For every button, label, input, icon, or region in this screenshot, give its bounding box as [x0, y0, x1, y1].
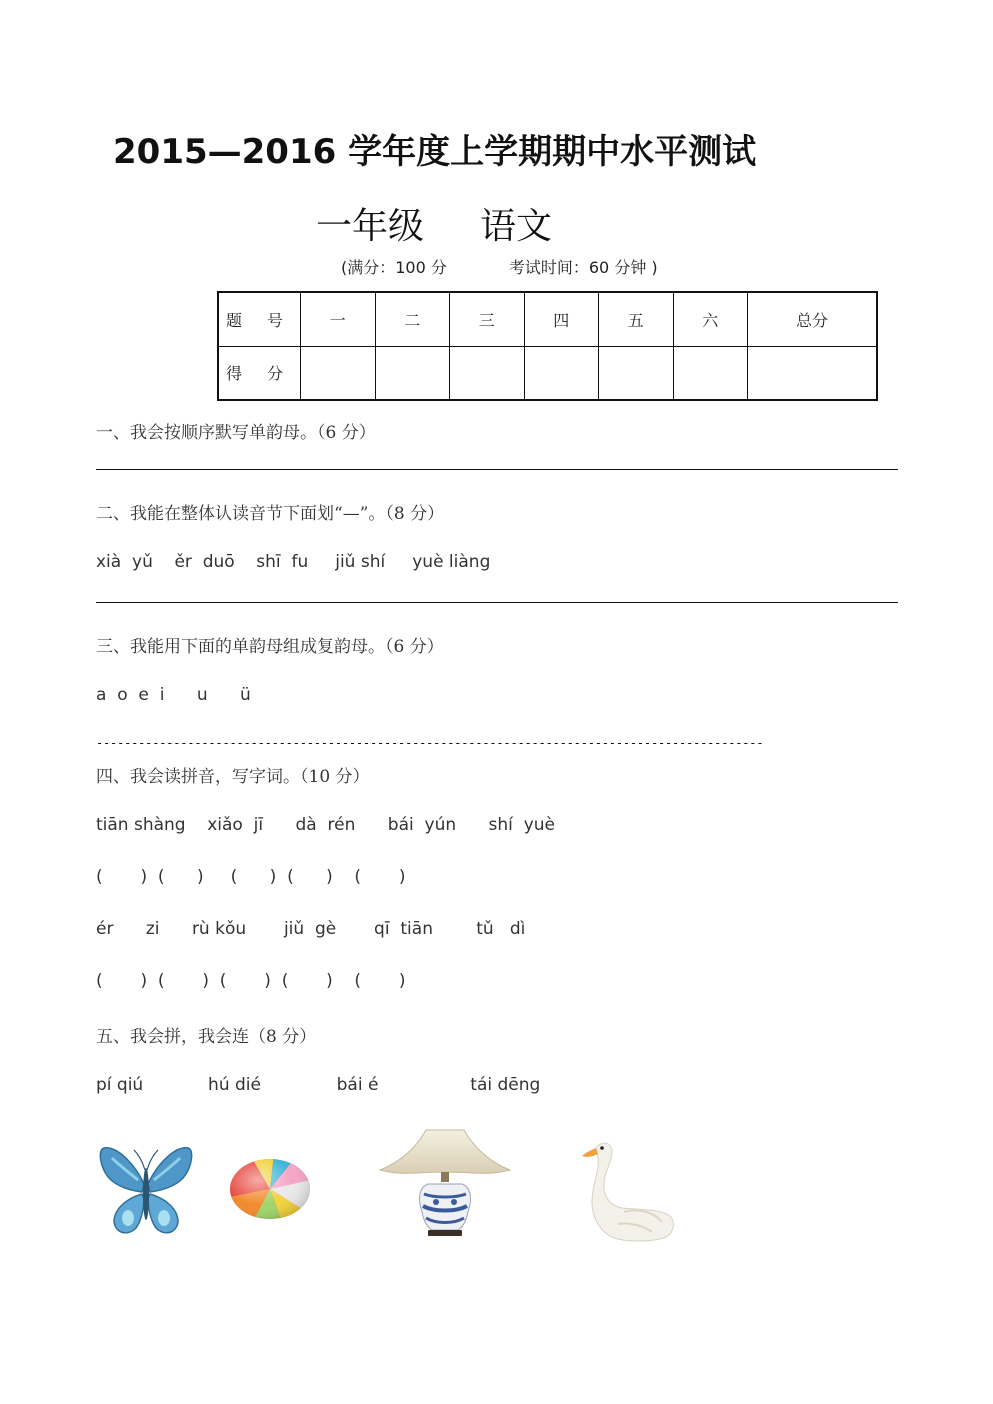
score-table-score-row [218, 346, 877, 400]
section4-heading: 四、我会读拼音，写字词。（10 分） [96, 767, 370, 787]
section5-pinyin: pí qiú hú dié bái é tái dēng [96, 1075, 541, 1095]
row-label-question-number: 题 号 [218, 292, 301, 346]
score-cell-1[interactable] [301, 346, 376, 400]
score-cell-3[interactable] [450, 346, 525, 400]
score-cell-6[interactable] [673, 346, 748, 400]
full-score-text: (满分：100 分 [341, 258, 447, 277]
section5-heading: 五、我会拼，我会连（8 分） [96, 1027, 317, 1047]
exam-subtitle [316, 198, 552, 249]
exam-title: 2015—2016 学年度上学期期中水平测试 [113, 132, 757, 172]
score-cell-2[interactable] [375, 346, 450, 400]
score-cell-5[interactable] [599, 346, 674, 400]
column-header-6: 六 [673, 292, 748, 346]
section1-heading: 一、我会按顺序默写单韵母。（6 分） [96, 423, 376, 443]
ball-image[interactable] [229, 1158, 311, 1220]
column-header-total: 总分 [748, 292, 878, 346]
exam-time-text: 考试时间：60 分钟 ) [508, 258, 658, 277]
score-cell-4[interactable] [524, 346, 599, 400]
grade-label: 一年级 [316, 206, 425, 247]
section1-answer-line[interactable] [96, 469, 898, 470]
score-table-header-row [218, 292, 877, 346]
butterfly-image[interactable] [98, 1142, 194, 1240]
section2-pinyin: xià yǔ ěr duō shī fu jiǔ shí yuè liàng [96, 552, 491, 572]
column-header-1: 一 [301, 292, 376, 346]
column-header-2: 二 [375, 292, 450, 346]
row-label-score: 得 分 [218, 346, 301, 400]
column-header-3: 三 [450, 292, 525, 346]
section4-brackets-row2[interactable]: ( ) ( ) ( ) ( ) ( ) [96, 971, 406, 991]
score-cell-total[interactable] [748, 346, 878, 400]
column-header-4: 四 [524, 292, 599, 346]
section2-answer-line[interactable] [96, 602, 898, 603]
section4-pinyin-row1: tiān shàng xiǎo jī dà rén bái yún shí yuè [96, 815, 556, 835]
section4-pinyin-row2: ér zi rù kǒu jiǔ gè qī tiān tǔ dì [96, 919, 526, 939]
section4-brackets-row1[interactable]: ( ) ( ) ( ) ( ) ( ) [96, 867, 406, 887]
subject-label: 语文 [480, 206, 553, 247]
section2-heading: 二、我能在整体认读音节下面划“—”。（8 分） [96, 504, 445, 524]
score-table [217, 291, 878, 401]
section3-dashed-line[interactable]: ----------------------------------------------------------------------------------------------- [96, 736, 764, 750]
section3-letters: a o e i u ü [96, 685, 251, 705]
column-header-5: 五 [599, 292, 674, 346]
lamp-image[interactable] [378, 1128, 512, 1240]
exam-meta [341, 255, 658, 278]
section3-heading: 三、我能用下面的单韵母组成复韵母。（6 分） [96, 637, 444, 657]
goose-image[interactable] [578, 1134, 678, 1244]
